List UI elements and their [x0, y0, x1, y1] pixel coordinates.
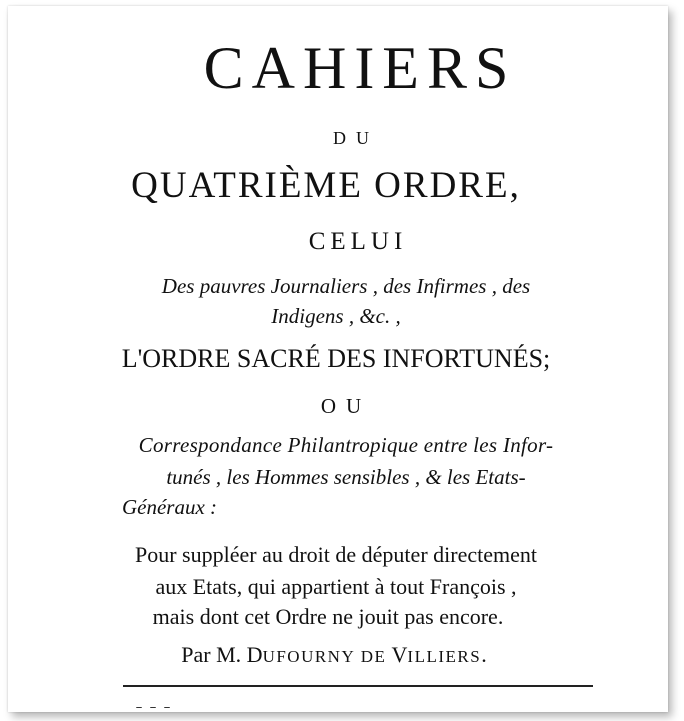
purpose-line-3: mais dont cet Ordre ne jouit pas encore.: [152, 604, 504, 629]
author-suffix: .: [481, 642, 487, 667]
conjunction-ou: OU: [320, 394, 372, 418]
main-title: QUATRIÈME ORDRE,: [131, 165, 521, 206]
subtitle-du: DU: [333, 128, 379, 148]
horizontal-rule: [123, 685, 593, 687]
correspondance-line-2: tunés , les Hommes sensibles , & les Etats-: [166, 465, 526, 489]
subtitle-celui: CELUI: [308, 228, 408, 255]
ordre-sacre-heading: L'ORDRE SACRÉ DES INFORTUNÉS;: [121, 344, 551, 373]
author-place-initial: V: [391, 642, 408, 667]
document-page: [8, 6, 668, 712]
correspondance-line-1: Correspondance Philantropique entre les Infor-: [138, 433, 554, 457]
cropped-text-fragment: [136, 698, 196, 708]
author-surname-initial: D: [246, 642, 263, 667]
description-line-1: Des pauvres Journaliers , des Infirmes , des: [161, 274, 531, 298]
author-place-rest: ILLIERS: [407, 647, 482, 666]
description-line-2: Indigens , &c. ,: [271, 304, 401, 328]
author-surname-rest: UFOURNY: [262, 647, 356, 666]
purpose-line-2: aux Etats, qui appartient à tout François ,: [155, 574, 517, 599]
title-cahiers: CAHIERS: [203, 35, 517, 101]
author-particle: DE: [360, 647, 387, 666]
purpose-line-1: Pour suppléer au droit de députer directement: [135, 542, 537, 567]
correspondance-line-3: Généraux :: [122, 495, 218, 519]
author-line: [8, 642, 664, 668]
author-prefix: Par M.: [181, 642, 242, 667]
